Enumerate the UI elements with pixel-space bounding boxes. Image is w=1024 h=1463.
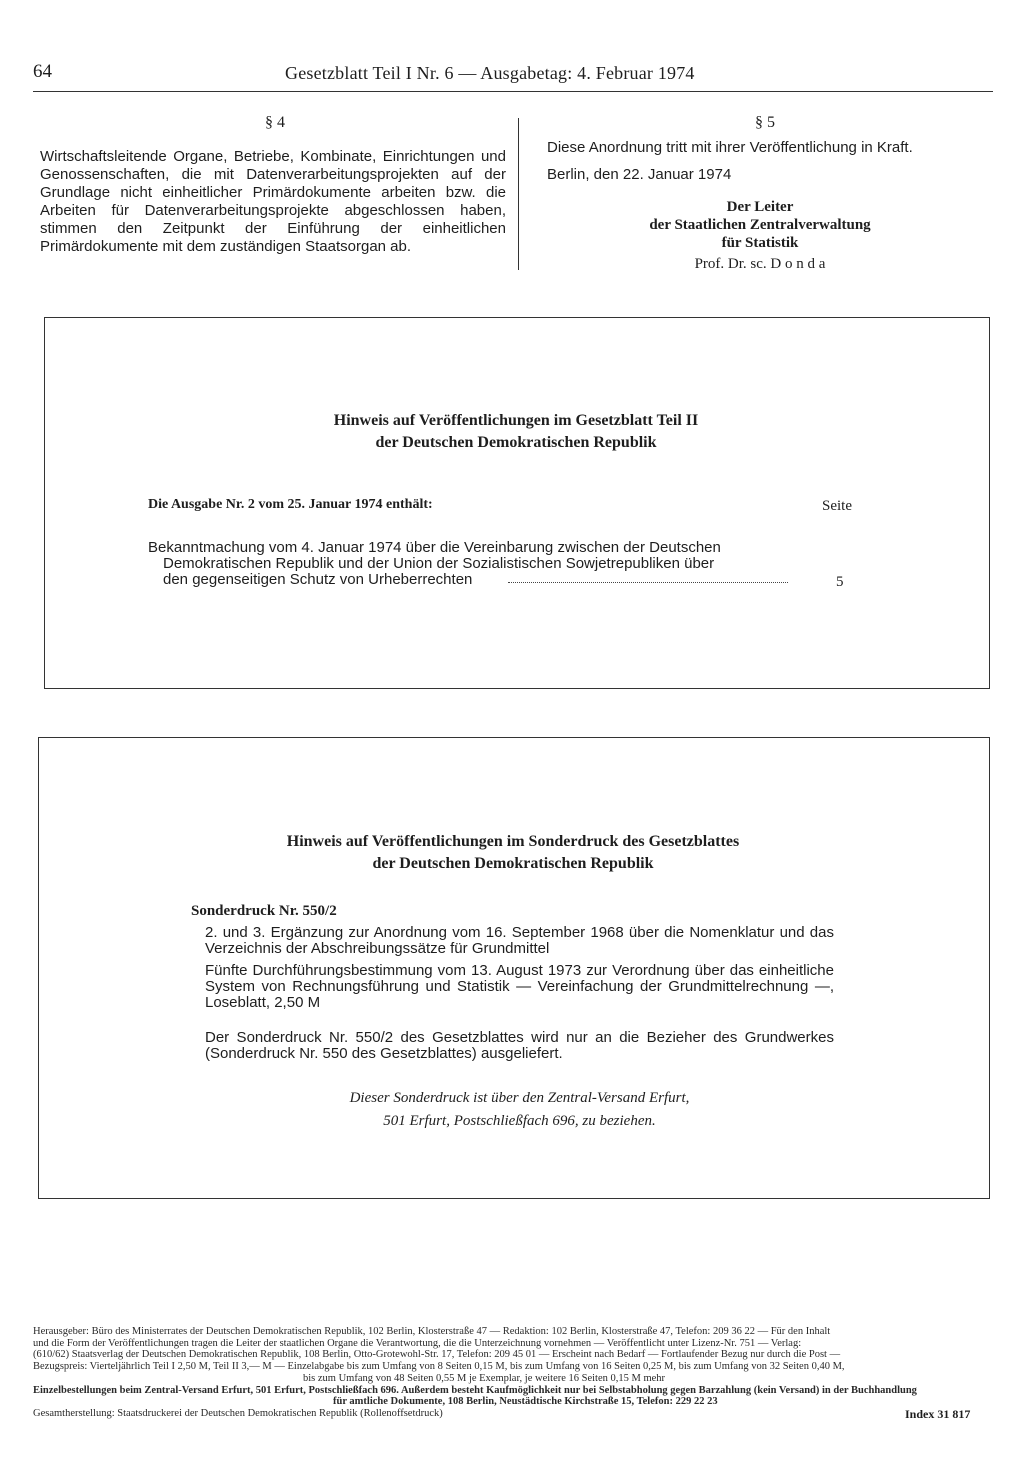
signatory-title bbox=[620, 198, 900, 252]
section-4-text: Wirtschaftsleitende Organe, Betriebe, Kombinate, Einrichtungen und Genossenschaften, die mit Datenverarbeitungsprojekten auf der Grundlage nicht einheitlicher Primärdokumente arbeiten bzw. die Arbeiten für Datenverarbeitungsprojekte abgeschlossen haben, stimmen den Zeitpunkt der Einführung der einheitlichen Primärdokumente mit dem zuständigen Staatsorgan ab. bbox=[40, 148, 506, 255]
imprint-line: Gesamtherstellung: Staatsdruckerei der Deutschen Demokratischen Republik (Rollenoffsetdruck) bbox=[33, 1407, 443, 1419]
section-5-heading: § 5 bbox=[755, 114, 775, 131]
order-info-line-2: 501 Erfurt, Postschließfach 696, zu beziehen. bbox=[383, 1113, 656, 1129]
section-5-text: Diese Anordnung tritt mit ihrer Veröffentlichung in Kraft. bbox=[547, 139, 913, 156]
sonderdruck-item-1: 2. und 3. Ergänzung zur Anordnung vom 16. September 1968 über die Nomenklatur und das Verzeichnis der Abschreibungssätze für Grundmittel bbox=[205, 924, 834, 957]
place-date: Berlin, den 22. Januar 1974 bbox=[547, 166, 732, 183]
column-divider bbox=[518, 118, 519, 270]
entry-line-2: Demokratischen Republik und der Union der Sozialistischen Sowjetrepubliken über bbox=[163, 555, 715, 572]
notice-2-title-line-2: der Deutschen Demokratischen Republik bbox=[372, 855, 654, 872]
imprint-line: Einzelbestellungen beim Zentral-Versand Erfurt, 501 Erfurt, Postschließfach 696. Außerdem besteht Kaufmöglichkeit nur bei Selbstabholung gegen Barzahlung (kein Versand) in der Buchhandlung bbox=[33, 1384, 917, 1396]
entry-line-3: den gegenseitigen Schutz von Urheberrechten bbox=[163, 571, 473, 588]
imprint-line: und die Form der Veröffentlichungen tragen die Leiter der staatlichen Organe die Verantwortung, die die Unterzeichnung vornehmen — Veröffentlicht unter Lizenz-Nr. 751 — Verlag: bbox=[33, 1337, 802, 1349]
sonderdruck-item-2: Fünfte Durchführungsbestimmung vom 13. August 1973 zur Verordnung über das einheitliche System von Rechnungsführung und Statistik — Vereinfachung der Grundmittelrechnung —, Loseblatt, 2,50 M bbox=[205, 962, 834, 1011]
notice-2-title-line-1: Hinweis auf Veröffentlichungen im Sonderdruck des Gesetzblattes bbox=[286, 833, 740, 850]
dot-leader bbox=[508, 582, 788, 583]
entry-page-number: 5 bbox=[836, 574, 844, 590]
notice-2-title bbox=[38, 831, 988, 875]
imprint-line: (610/62) Staatsverlag der Deutschen Demokratischen Republik, 108 Berlin, Otto-Grotewohl-Str. 17, Telefon: 209 45 01 — Erscheint nach Bedarf — Fortlaufender Bezug nur durch die Post — bbox=[33, 1349, 841, 1361]
page-header-title: Gesetzblatt Teil I Nr. 6 — Ausgabetag: 4. Februar 1974 bbox=[285, 63, 695, 83]
issue-label: Die Ausgabe Nr. 2 vom 25. Januar 1974 enthält: bbox=[148, 497, 433, 512]
page-number: 64 bbox=[33, 61, 52, 82]
imprint-footer bbox=[33, 1326, 985, 1420]
section-4-heading: § 4 bbox=[265, 114, 285, 131]
delivery-note: Der Sonderdruck Nr. 550/2 des Gesetzblattes wird nur an die Bezieher des Grundwerkes (Sonderdruck Nr. 550 des Gesetzblattes) ausgeliefert. bbox=[205, 1029, 834, 1062]
notice-1-title bbox=[44, 410, 988, 454]
index-number: Index 31 817 bbox=[905, 1407, 971, 1421]
order-info bbox=[205, 1087, 834, 1133]
page-column-header: Seite bbox=[822, 498, 852, 514]
imprint-line: Bezugspreis: Vierteljährlich Teil I 2,50 M, Teil II 3,— M — Einzelabgabe bis zum Umfang von 8 Seiten 0,15 M, bis zum Umfang von 16 Seiten 0,25 M, bis zum Umfang von 32 Seiten 0,40 M, bbox=[33, 1361, 845, 1373]
imprint-line: bis zum Umfang von 48 Seiten 0,55 M je Exemplar, je weitere 16 Seiten 0,15 M mehr bbox=[303, 1372, 666, 1384]
sonderdruck-subhead: Sonderdruck Nr. 550/2 bbox=[191, 903, 337, 919]
entry-line-1: Bekanntmachung vom 4. Januar 1974 über die Vereinbarung zwischen der Deutschen bbox=[148, 539, 721, 556]
signatory-line-3: für Statistik bbox=[721, 235, 799, 251]
notice-1-title-line-1: Hinweis auf Veröffentlichungen im Gesetzblatt Teil II bbox=[333, 412, 699, 429]
signatory-line-1: Der Leiter bbox=[726, 199, 794, 215]
signatory-name: Prof. Dr. sc. D o n d a bbox=[694, 256, 826, 272]
header-rule bbox=[33, 91, 993, 92]
notice-1-title-line-2: der Deutschen Demokratischen Republik bbox=[375, 434, 657, 451]
imprint-line: für amtliche Dokumente, 108 Berlin, Neustädtische Kirchstraße 15, Telefon: 229 22 23 bbox=[333, 1396, 718, 1408]
signatory-line-2: der Staatlichen Zentralverwaltung bbox=[649, 217, 871, 233]
imprint-line: Herausgeber: Büro des Ministerrates der Deutschen Demokratischen Republik, 102 Berlin, Klosterstraße 47 — Redaktion: 102 Berlin, Klosterstraße 47, Telefon: 209 36 22 — Für den Inhalt bbox=[33, 1326, 831, 1337]
order-info-line-1: Dieser Sonderdruck ist über den Zentral-Versand Erfurt, bbox=[349, 1090, 690, 1106]
